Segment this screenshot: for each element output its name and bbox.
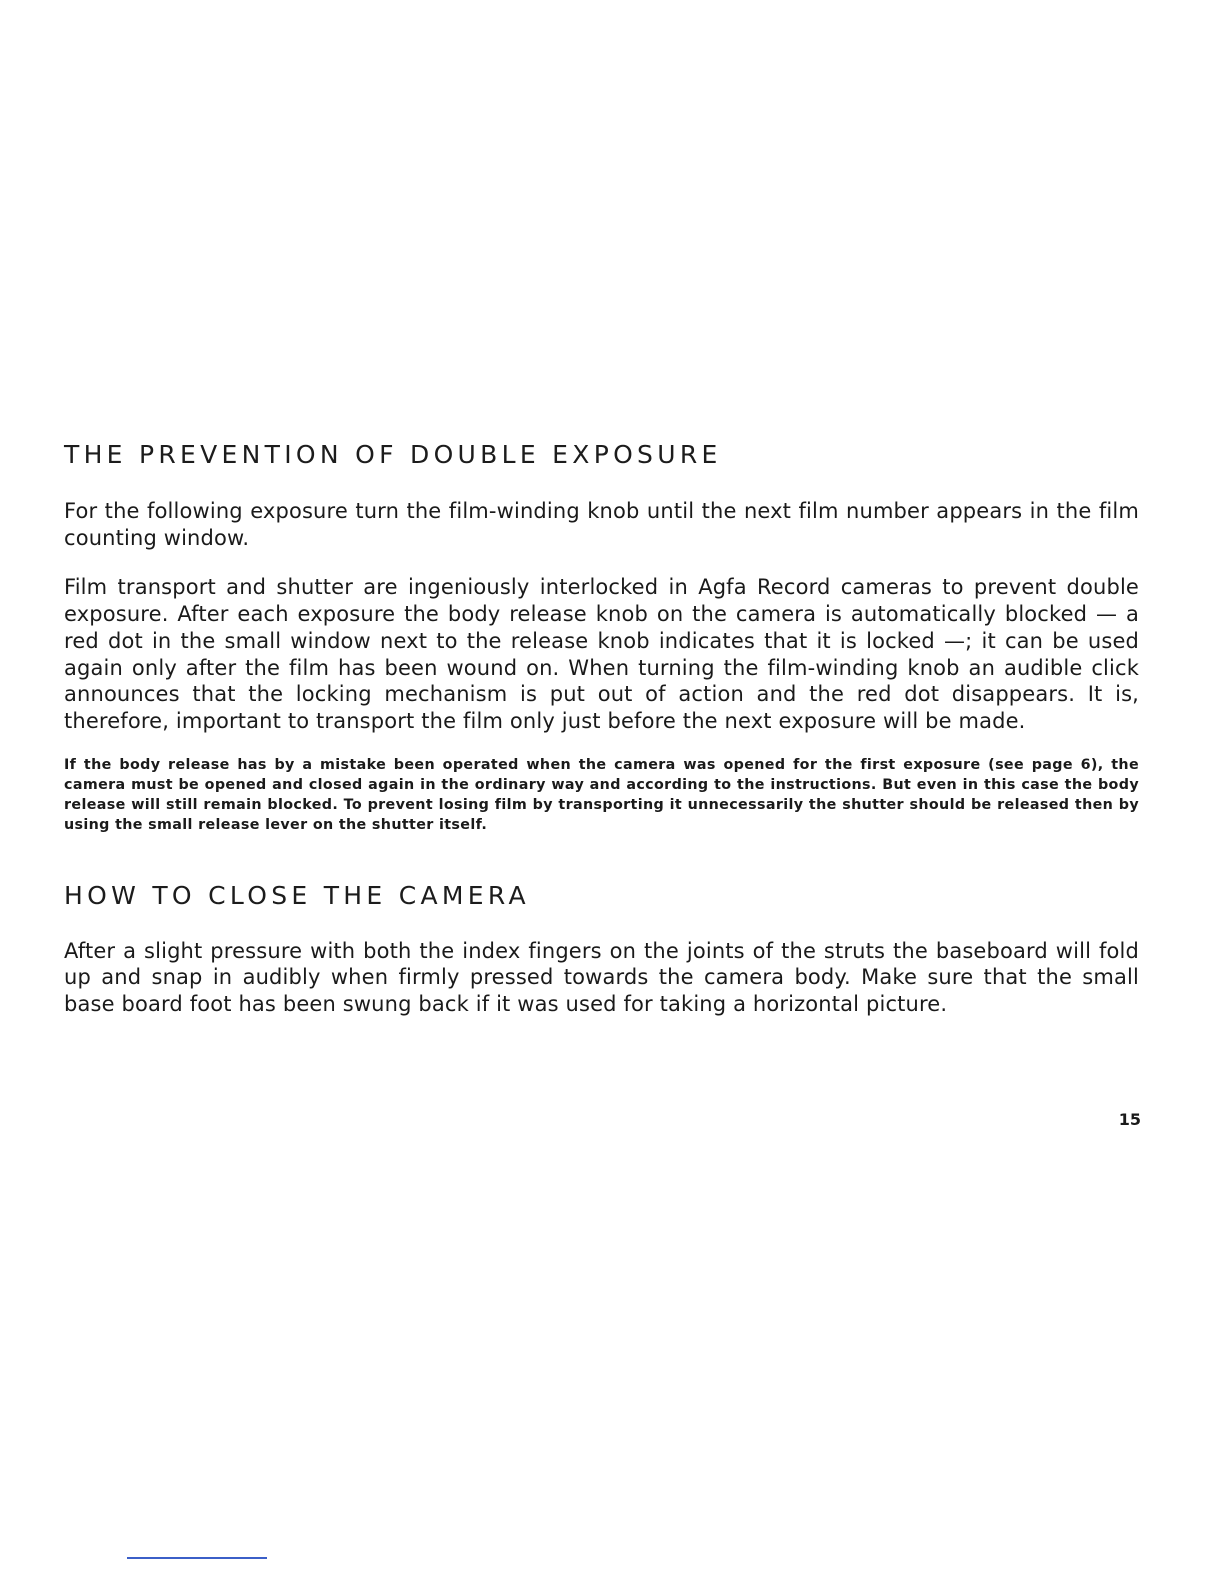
footnote-rule: [127, 1557, 267, 1559]
section-heading-close-camera: HOW TO CLOSE THE CAMERA: [64, 880, 530, 910]
page-number: 15: [1118, 1110, 1141, 1129]
paragraph-film-winding: For the following exposure turn the film-winding knob until the next film number appears in the film counting window.: [64, 499, 1139, 550]
note-body-release: If the body release has by a mistake been operated when the camera was opened for the first exposure (see page 6), the camera must be opened and closed again in the ordinary way and according to the instructions. But even in this case the body release will still remain blocked. To prevent losing film by transporting it unnecessarily the shutter should be released then by using the small release lever on the shutter itself.: [64, 756, 1139, 833]
paragraph-interlock: Film transport and shutter are ingeniously interlocked in Agfa Record cameras to prevent double exposure. After each exposure the body release knob on the camera is automatically blocked — a red dot in the small window next to the release knob indicates that it is locked —; it can be used again only after the film has been wound on. When turning the film-winding knob an audible click announces that the locking mechanism is put out of action and the red dot disappears. It is, therefore, important to transport the film only just before the next exposure will be made.: [64, 575, 1139, 733]
page-content: [64, 438, 1139, 1018]
section-heading-double-exposure: THE PREVENTION OF DOUBLE EXPOSURE: [64, 440, 722, 469]
paragraph-close-camera: After a slight pressure with both the index fingers on the joints of the struts the baseboard will fold up and snap in audibly when firmly pressed towards the camera body. Make sure that the small base board foot has been swung back if it was used for taking a horizontal picture.: [64, 938, 1139, 1017]
